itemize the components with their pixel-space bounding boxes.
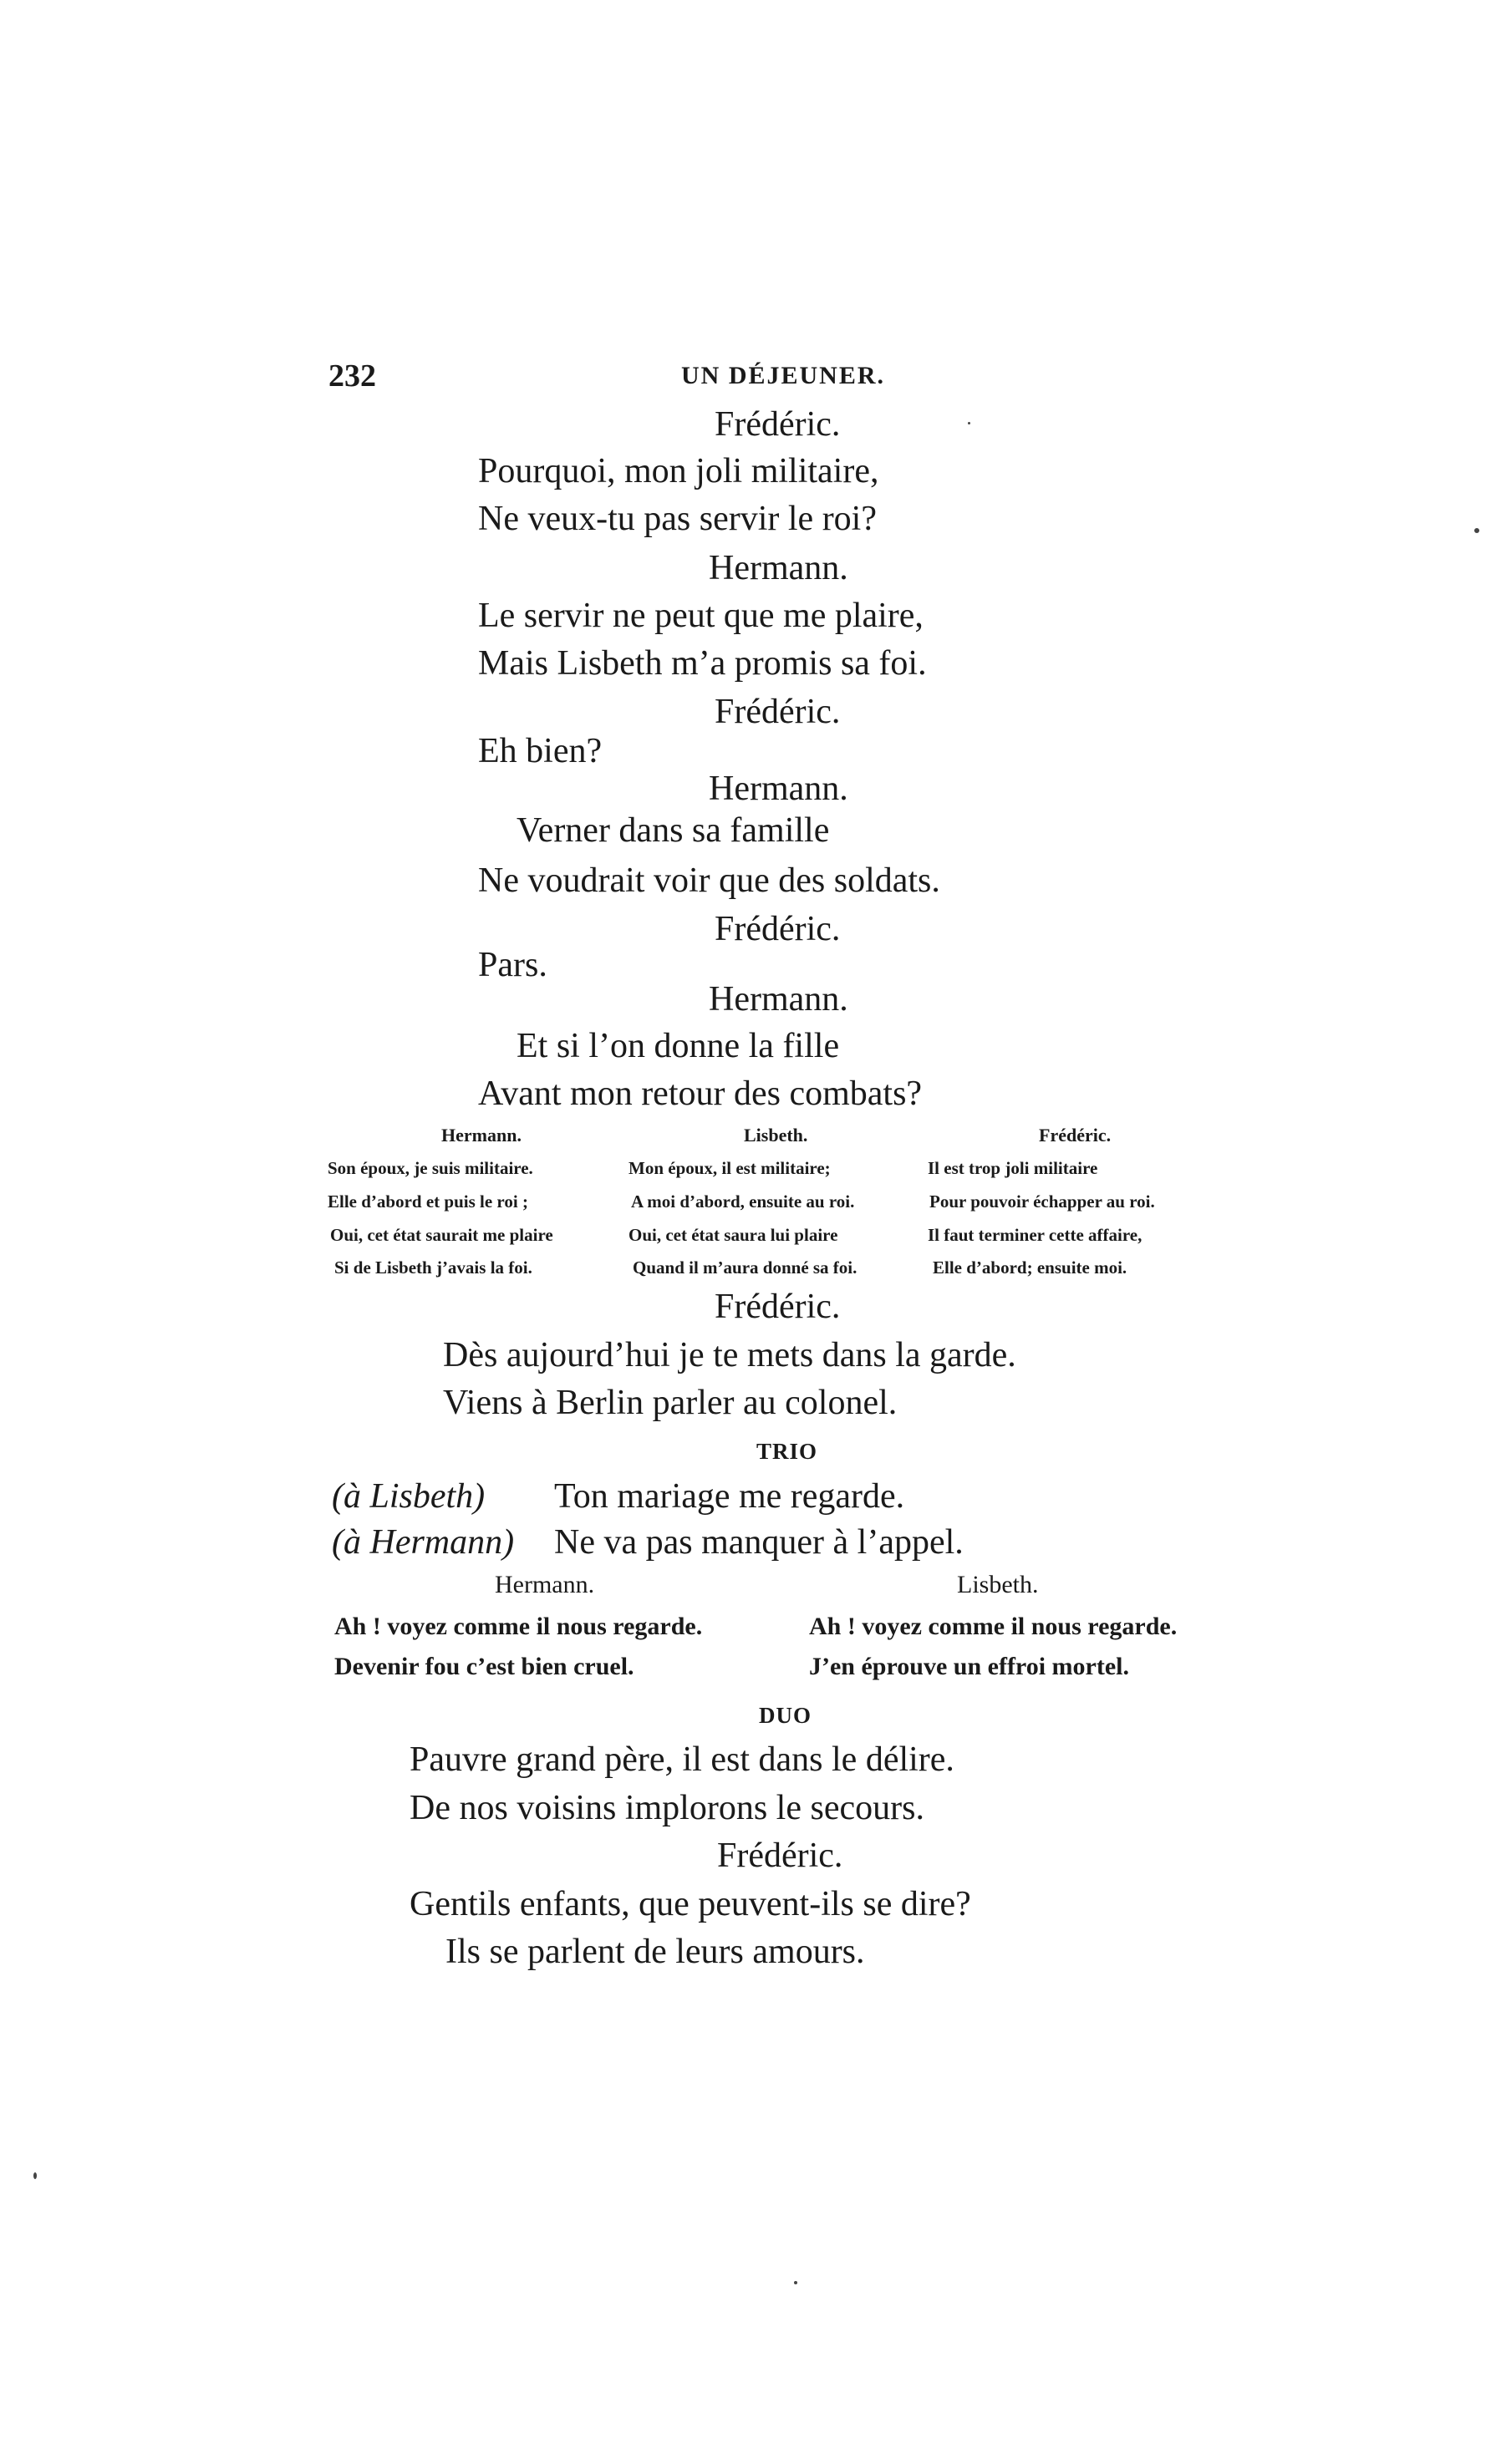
- column-line: Mon époux, il est militaire;: [628, 1158, 831, 1178]
- verse-line: Et si l’on donne la fille: [517, 1027, 840, 1065]
- column-line: Son époux, je suis militaire.: [328, 1158, 533, 1178]
- column-line: Oui, cet état saura lui plaire: [628, 1225, 838, 1245]
- column-line: Elle d’abord; ensuite moi.: [933, 1257, 1127, 1278]
- scan-speck: [968, 422, 970, 424]
- verse-line: Dès aujourd’hui je te mets dans la garde.: [443, 1336, 1016, 1374]
- verse-line: Le servir ne peut que me plaire,: [478, 597, 924, 635]
- speaker-frederic: Frédéric.: [715, 910, 841, 948]
- verse-line: Verner dans sa famille: [517, 811, 830, 850]
- verse-line: Pourquoi, mon joli militaire,: [478, 452, 879, 490]
- column-speaker-hermann: Hermann.: [441, 1125, 522, 1146]
- verse-line: De nos voisins implorons le secours.: [410, 1789, 924, 1827]
- column-line: Quand il m’aura donné sa foi.: [633, 1257, 858, 1278]
- verse-line: Viens à Berlin parler au colonel.: [443, 1384, 898, 1422]
- column-line: Pour pouvoir échapper au roi.: [929, 1191, 1155, 1212]
- column-line: J’en éprouve un effroi mortel.: [809, 1653, 1129, 1680]
- speaker-frederic: Frédéric.: [715, 1288, 841, 1326]
- verse-line: Avant mon retour des combats?: [478, 1075, 923, 1113]
- column-line: Ah ! voyez comme il nous regarde.: [809, 1613, 1178, 1640]
- speaker-frederic: Frédéric.: [715, 405, 841, 444]
- speaker-hermann: Hermann.: [709, 549, 848, 587]
- stage-direction: (à Lisbeth): [332, 1477, 486, 1516]
- column-speaker-frederic: Frédéric.: [1039, 1125, 1112, 1146]
- verse-line: Pars.: [478, 946, 547, 984]
- column-line: A moi d’abord, ensuite au roi.: [631, 1191, 855, 1212]
- verse-line: Ne va pas manquer à l’appel.: [554, 1523, 964, 1562]
- column-line: Il faut terminer cette affaire,: [928, 1225, 1142, 1245]
- scan-speck: [794, 2281, 797, 2284]
- column-line: Oui, cet état saurait me plaire: [330, 1225, 553, 1245]
- speaker-hermann: Hermann.: [709, 770, 848, 808]
- column-line: Si de Lisbeth j’avais la foi.: [334, 1257, 532, 1278]
- verse-line: Ne veux-tu pas servir le roi?: [478, 500, 877, 538]
- scan-speck: [33, 2172, 37, 2179]
- column-line: Ah ! voyez comme il nous regarde.: [334, 1613, 703, 1640]
- section-title-duo: DUO: [759, 1703, 812, 1728]
- verse-line: Mais Lisbeth m’a promis sa foi.: [478, 644, 927, 683]
- speaker-frederic: Frédéric.: [715, 693, 841, 731]
- column-line: Elle d’abord et puis le roi ;: [328, 1191, 528, 1212]
- verse-line: Ils se parlent de leurs amours.: [445, 1933, 865, 1971]
- verse-line: Eh bien?: [478, 732, 603, 770]
- verse-line: Pauvre grand père, il est dans le délire.: [410, 1740, 954, 1779]
- verse-line: Ton mariage me regarde.: [554, 1477, 905, 1516]
- speaker-hermann: Hermann.: [709, 980, 848, 1019]
- verse-line: Ne voudrait voir que des soldats.: [478, 861, 940, 900]
- stage-direction: (à Hermann): [332, 1523, 515, 1562]
- column-line: Devenir fou c’est bien cruel.: [334, 1653, 634, 1680]
- scan-speck: [1474, 528, 1479, 533]
- column-speaker-lisbeth: Lisbeth.: [957, 1571, 1039, 1598]
- verse-line: Gentils enfants, que peuvent-ils se dire?: [410, 1885, 971, 1923]
- section-title-trio: TRIO: [756, 1439, 818, 1464]
- column-line: Il est trop joli militaire: [928, 1158, 1098, 1178]
- page-number: 232: [328, 358, 376, 394]
- speaker-frederic: Frédéric.: [717, 1837, 843, 1875]
- column-speaker-hermann: Hermann.: [495, 1571, 595, 1598]
- column-speaker-lisbeth: Lisbeth.: [744, 1125, 808, 1146]
- running-title: UN DÉJEUNER.: [681, 362, 886, 389]
